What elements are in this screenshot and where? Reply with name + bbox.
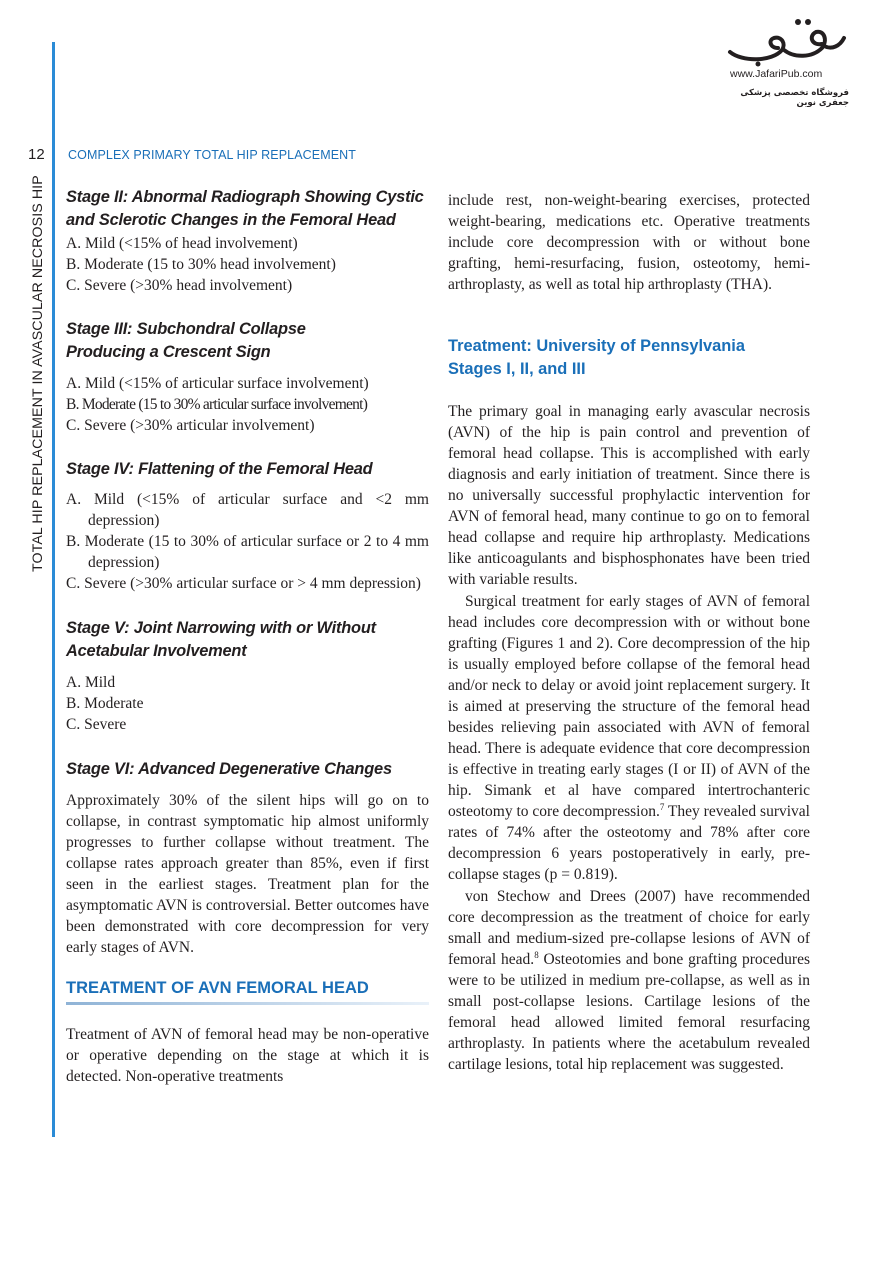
stechow-text: von Stechow and Drees (2007) have recommended core decompression as the treatment of choice for early small and medium-sized pre-collapse lesions of AVN of femoral head.: [448, 888, 810, 968]
collapse-paragraph: Approximately 30% of the silent hips will go on to collapse, in contrast symptomatic hip almost uniformly progresses to further collapse without treatment. The collapse rates approach greater than 85%, even if first seen in the earliest stages. Treatment plan for the asymptomatic AVN is controversial. Better outcomes have been demonstrated with core decompression for very early stages of AVN.: [66, 792, 429, 956]
list-item: A. Mild (<15% of head involvement): [66, 235, 298, 252]
surgical-text-cont: They revealed survival rates of 74% after the osteotomy and 78% after core decompression 6 years postoperatively in early, pre-collapse stages (p = 0.819).: [448, 803, 810, 883]
stage3-heading: Stage III: Subchondral Collapse Producing a Crescent Sign: [66, 320, 306, 361]
list-item: A. Mild (<15% of articular surface and <2 mm depression): [66, 491, 429, 529]
list-item: B. Moderate (15 to 30% articular surface involvement): [66, 396, 368, 413]
list-item: A. Mild: [66, 674, 116, 691]
stage5-heading: Stage V: Joint Narrowing with or Without Acetabular Involvement: [66, 619, 376, 660]
left-column: [66, 186, 429, 1087]
stage2-list: [66, 233, 429, 296]
publisher-url[interactable]: www.JafariPub.com: [730, 68, 823, 80]
stage6-heading: Stage VI: Advanced Degenerative Changes: [66, 760, 392, 778]
section-heading: [66, 979, 429, 1002]
subheading: Treatment: University of Pennsylvania Stages I, II, and III: [448, 337, 745, 378]
right-column: [448, 190, 810, 1075]
list-item: C. Severe (>30% head involvement): [66, 277, 293, 294]
continued-paragraph: include rest, non-weight-bearing exercises, protected weight-bearing, medications etc. Operative treatments include core decompression with or without bone grafting, hemi-resurfacing, fusion, osteotomy, hemi-arthroplasty, as well as total hip arthroplasty (THA).: [448, 192, 810, 293]
stage4-list: [66, 489, 429, 594]
section-heading-text: TREATMENT OF AVN FEMORAL HEAD: [66, 979, 369, 997]
publisher-tagline: فروشگاه تخصصی پزشکی جعفری نوین: [740, 88, 849, 108]
stage5-list: [66, 672, 429, 735]
margin-rule: [52, 42, 55, 1137]
stage3-list: [66, 373, 429, 436]
stechow-paragraph: [448, 886, 810, 1075]
list-item: B. Moderate (15 to 30% head involvement): [66, 256, 336, 273]
reference-marker: 8: [534, 949, 539, 960]
list-item: B. Moderate (15 to 30% of articular surface or 2 to 4 mm depression): [66, 533, 429, 571]
publisher-logo-mark: [712, 12, 852, 68]
page-number: 12: [28, 146, 45, 163]
list-item: A. Mild (<15% of articular surface involvement): [66, 375, 369, 392]
list-item: C. Severe: [66, 716, 127, 733]
treatment-paragraph: Treatment of AVN of femoral head may be non-operative or operative depending on the stage at which it is detected. Non-operative treatments: [66, 1026, 429, 1085]
surgical-paragraph: [448, 591, 810, 885]
list-item: B. Moderate: [66, 695, 144, 712]
publisher-logo[interactable]: [712, 12, 852, 107]
surgical-text: Surgical treatment for early stages of AVN of femoral head includes core decompression with or without bone grafting (Figures 1 and 2). Core decompression of the hip is usually employed before collapse of the femoral head and/or neck to delay or avoid joint replacement surgery. It is aimed at preserving the structure of the femoral head besides relieving pain associated with AVN of femoral head. There is adequate evidence that core decompression is effective in treating early stages (I or II) of AVN of the hip. Simank et al have compared intertrochanteric osteotomy to core decompression.: [448, 593, 810, 820]
list-item: C. Severe (>30% articular surface or > 4 mm depression): [66, 575, 421, 592]
stage4-heading: Stage IV: Flattening of the Femoral Head: [66, 460, 373, 478]
reference-marker: 7: [659, 801, 665, 812]
side-title: TOTAL HIP REPLACEMENT IN AVASCULAR NECROSIS HIP: [30, 175, 46, 572]
running-head: COMPLEX PRIMARY TOTAL HIP REPLACEMENT: [68, 148, 357, 162]
section-underline: [66, 1002, 429, 1005]
list-item: C. Severe (>30% articular involvement): [66, 417, 315, 434]
stage2-heading: Stage II: Abnormal Radiograph Showing Cystic and Sclerotic Changes in the Femoral Head: [66, 188, 424, 229]
stechow-text-cont: Osteotomies and bone grafting procedures were to be utilized in medium pre-collapse, as well as in small post-collapse lesions. Cartilage lesions of the femoral head allowed limited femoral resurfacing arthroplasty. In patients where the acetabulum revealed cartilage lesions, total hip replacement was suggested.: [448, 951, 810, 1073]
goal-paragraph: The primary goal in managing early avascular necrosis (AVN) of the hip is pain control and prevention of femoral head collapse. This is accomplished with early diagnosis and early initiation of treatment. Since there is no universally successful prophylactic intervention for AVN of femoral head, many continue to go on to femoral head collapse and require hip arthroplasty. Medications like anticoagulants and bisphosphonates have been tried with variable results.: [448, 403, 810, 588]
